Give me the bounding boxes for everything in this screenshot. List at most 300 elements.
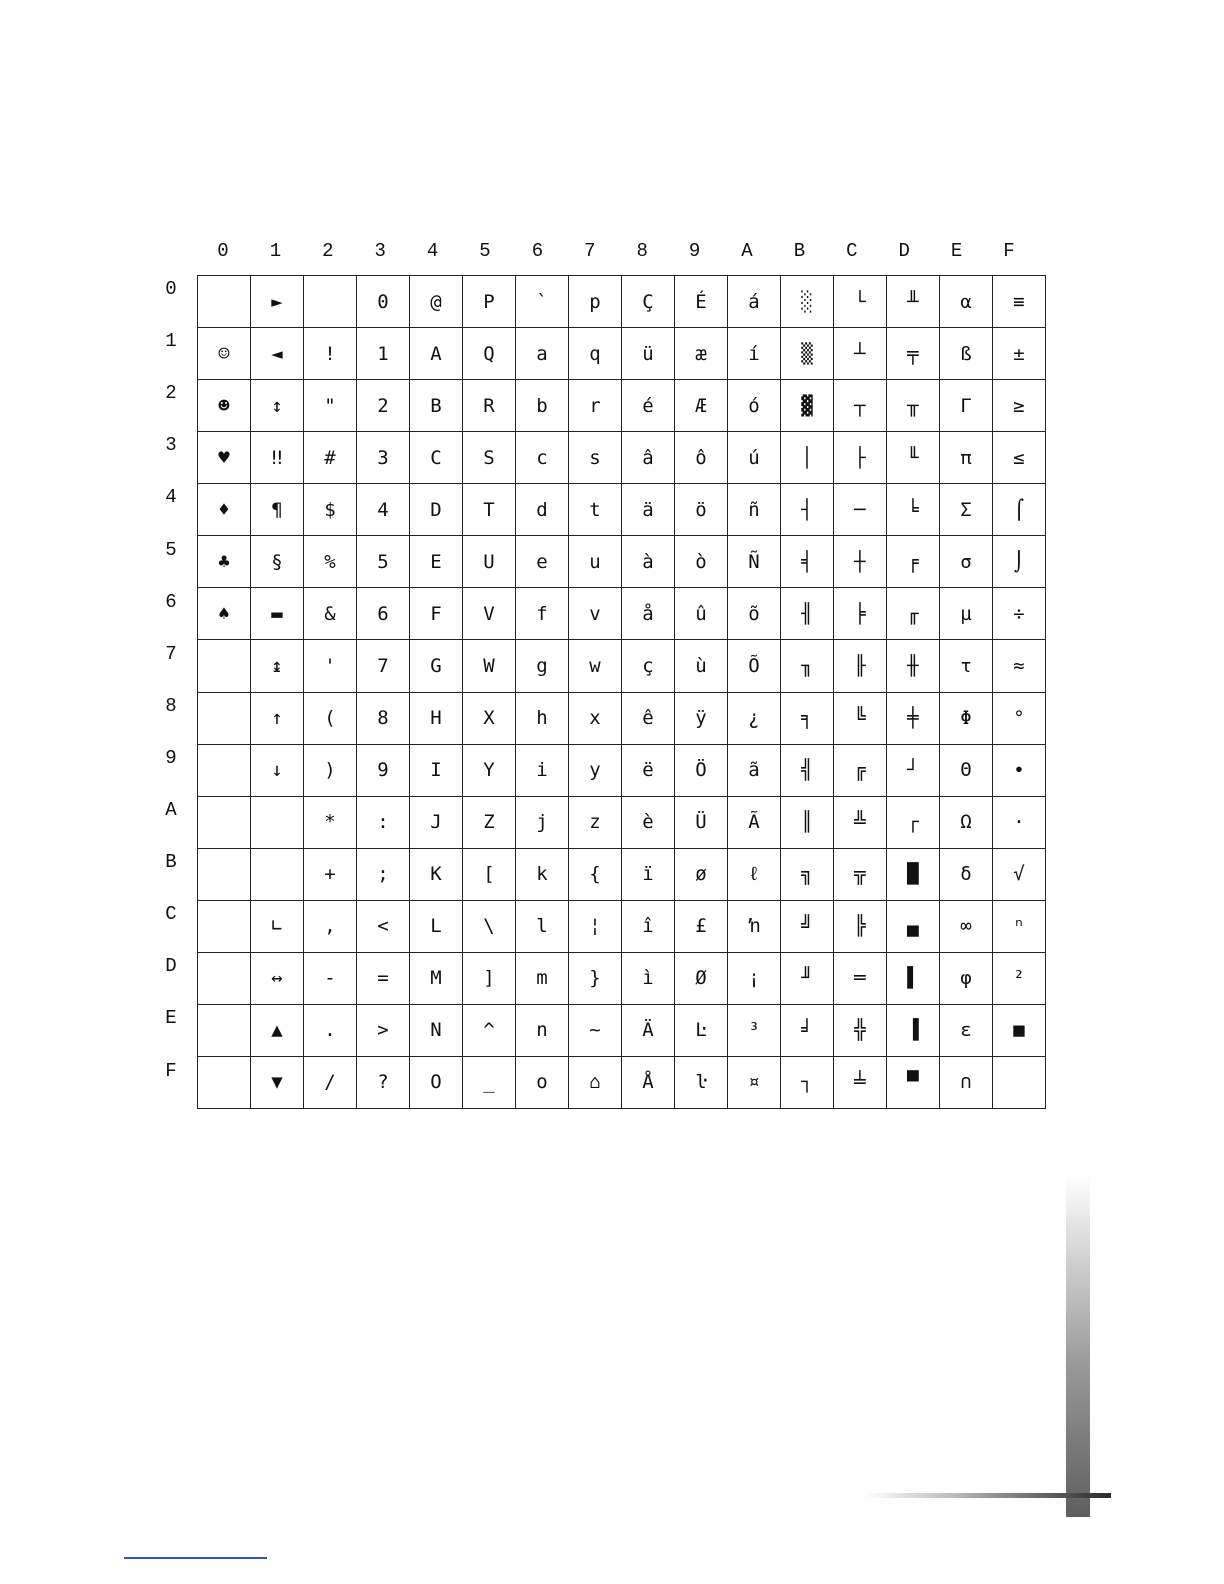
character-cell: └	[834, 276, 887, 328]
character-cell: ╓	[887, 588, 940, 640]
column-header: 1	[269, 240, 282, 262]
grid-row	[198, 588, 1046, 640]
character-cell: ╜	[781, 952, 834, 1004]
character-cell: ;	[357, 848, 410, 900]
character-cell: ╝	[781, 900, 834, 952]
character-cell: ■	[993, 1004, 1046, 1056]
character-cell: É	[675, 276, 728, 328]
character-cell: /	[304, 1056, 357, 1108]
character-cell: √	[993, 848, 1046, 900]
character-cell: ⌠	[993, 484, 1046, 536]
row-header: 6	[165, 590, 177, 613]
character-cell: ì	[622, 952, 675, 1004]
character-cell: ã	[728, 744, 781, 796]
grid-row	[198, 640, 1046, 692]
character-cell: ╗	[781, 848, 834, 900]
character-cell: ┌	[887, 796, 940, 848]
character-cell: .	[304, 1004, 357, 1056]
character-cell: ♣	[198, 536, 251, 588]
character-cell: l	[516, 900, 569, 952]
character-cell: ╧	[834, 1056, 887, 1108]
character-cell: :	[357, 796, 410, 848]
character-cell: ┐	[781, 1056, 834, 1108]
character-cell: ┴	[834, 328, 887, 380]
character-cell: i	[516, 744, 569, 796]
character-cell: w	[569, 640, 622, 692]
character-cell: T	[463, 484, 516, 536]
grid-row	[198, 692, 1046, 744]
column-header: 9	[688, 240, 701, 262]
character-cell: ▼	[251, 1056, 304, 1108]
character-cell	[198, 744, 251, 796]
character-cell: ß	[940, 328, 993, 380]
character-cell: Θ	[940, 744, 993, 796]
character-cell: õ	[728, 588, 781, 640]
character-cell: ┤	[781, 484, 834, 536]
character-cell: >	[357, 1004, 410, 1056]
character-cell: Ø	[675, 952, 728, 1004]
character-cell: ╘	[887, 484, 940, 536]
character-cell: ╞	[834, 588, 887, 640]
character-cell: A	[410, 328, 463, 380]
character-cell: ¡	[728, 952, 781, 1004]
column-header: C	[846, 240, 858, 262]
character-cell: ═	[834, 952, 887, 1004]
character-cell: ►	[251, 276, 304, 328]
grid-row	[198, 744, 1046, 796]
character-cell: ç	[622, 640, 675, 692]
column-header: 7	[584, 240, 596, 262]
character-cell	[993, 1056, 1046, 1108]
character-cell: ö	[675, 484, 728, 536]
character-cell: ~	[569, 1004, 622, 1056]
character-cell: s	[569, 432, 622, 484]
character-cell	[198, 900, 251, 952]
character-cell: ÷	[993, 588, 1046, 640]
character-cell: ‼	[251, 432, 304, 484]
character-cell: σ	[940, 536, 993, 588]
character-cell: ú	[728, 432, 781, 484]
character-cell: d	[516, 484, 569, 536]
character-cell: J	[410, 796, 463, 848]
character-cell: Ç	[622, 276, 675, 328]
character-cell: 2	[357, 380, 410, 432]
character-cell: +	[304, 848, 357, 900]
character-cell: @	[410, 276, 463, 328]
character-cell: ║	[781, 796, 834, 848]
character-cell: £	[675, 900, 728, 952]
character-cell: ⌂	[569, 1056, 622, 1108]
column-header: B	[793, 240, 806, 262]
character-cell: v	[569, 588, 622, 640]
character-cell: Ã	[728, 796, 781, 848]
character-cell: D	[410, 484, 463, 536]
row-header: A	[165, 799, 177, 822]
character-cell: ∙	[993, 744, 1046, 796]
character-cell: b	[516, 380, 569, 432]
grid-row	[198, 952, 1046, 1004]
character-cell: ╡	[781, 536, 834, 588]
character-cell: ╨	[887, 276, 940, 328]
character-cell: ◄	[251, 328, 304, 380]
character-cell: V	[463, 588, 516, 640]
character-cell: z	[569, 796, 622, 848]
character-cell: ŉ	[728, 900, 781, 952]
character-cell	[198, 848, 251, 900]
character-cell: ↓	[251, 744, 304, 796]
character-cell: ?	[357, 1056, 410, 1108]
character-cell: m	[516, 952, 569, 1004]
character-cell: Ω	[940, 796, 993, 848]
character-cell: ╙	[887, 432, 940, 484]
character-cell: C	[410, 432, 463, 484]
character-cell: ─	[834, 484, 887, 536]
character-cell: F	[410, 588, 463, 640]
character-cell: ╤	[887, 328, 940, 380]
character-cell: ░	[781, 276, 834, 328]
character-cell: 7	[357, 640, 410, 692]
row-header: F	[165, 1059, 177, 1082]
character-cell: ┬	[834, 380, 887, 432]
character-cell: Σ	[940, 484, 993, 536]
character-cell: ÿ	[675, 692, 728, 744]
character-cell: `	[516, 276, 569, 328]
character-cell: e	[516, 536, 569, 588]
column-header: 8	[636, 240, 648, 262]
row-header: 8	[165, 694, 177, 717]
grid-row	[198, 432, 1046, 484]
character-grid	[197, 275, 1046, 1109]
character-cell: ╚	[834, 692, 887, 744]
character-cell: ŀ	[675, 1056, 728, 1108]
column-header: F	[1003, 240, 1015, 262]
character-cell: ▐	[887, 1004, 940, 1056]
character-cell: á	[728, 276, 781, 328]
character-cell: t	[569, 484, 622, 536]
column-header: 0	[217, 240, 229, 262]
character-cell: Γ	[940, 380, 993, 432]
character-cell: φ	[940, 952, 993, 1004]
character-cell: °	[993, 692, 1046, 744]
row-header: E	[165, 1007, 177, 1030]
row-header: 4	[165, 486, 177, 509]
character-cell: π	[940, 432, 993, 484]
character-cell: í	[728, 328, 781, 380]
character-cell: ô	[675, 432, 728, 484]
character-cell: ☺	[198, 328, 251, 380]
character-cell: ³	[728, 1004, 781, 1056]
character-cell: k	[516, 848, 569, 900]
grid-row	[198, 380, 1046, 432]
character-cell: ▓	[781, 380, 834, 432]
character-cell: ↨	[251, 640, 304, 692]
character-cell: 8	[357, 692, 410, 744]
character-cell: ë	[622, 744, 675, 796]
character-cell: ╠	[834, 900, 887, 952]
character-cell: _	[463, 1056, 516, 1108]
character-cell: r	[569, 380, 622, 432]
character-cell: δ	[940, 848, 993, 900]
grid-row	[198, 848, 1046, 900]
character-cell: ▲	[251, 1004, 304, 1056]
character-cell: ∩	[940, 1056, 993, 1108]
column-header: A	[741, 240, 753, 262]
character-cell: Ñ	[728, 536, 781, 588]
character-cell	[198, 1004, 251, 1056]
column-header: 3	[374, 240, 386, 262]
character-cell: !	[304, 328, 357, 380]
character-cell: â	[622, 432, 675, 484]
character-cell: ä	[622, 484, 675, 536]
character-cell: │	[781, 432, 834, 484]
character-cell: H	[410, 692, 463, 744]
character-cell: p	[569, 276, 622, 328]
column-header: 4	[426, 240, 439, 262]
page-bottom-rule	[865, 1493, 1111, 1498]
character-cell	[198, 276, 251, 328]
character-cell: R	[463, 380, 516, 432]
character-cell: "	[304, 380, 357, 432]
character-cell: Ü	[675, 796, 728, 848]
character-cell: x	[569, 692, 622, 744]
row-header: 3	[165, 434, 177, 457]
character-cell: Õ	[728, 640, 781, 692]
character-cell: <	[357, 900, 410, 952]
character-cell: Ŀ	[675, 1004, 728, 1056]
character-cell: ╔	[834, 744, 887, 796]
row-header: D	[165, 955, 177, 978]
character-cell: Å	[622, 1056, 675, 1108]
column-header: 5	[479, 240, 491, 262]
character-cell: ╒	[887, 536, 940, 588]
character-cell: û	[675, 588, 728, 640]
character-cell: ┘	[887, 744, 940, 796]
character-cell: ø	[675, 848, 728, 900]
character-cell: E	[410, 536, 463, 588]
character-cell: ╛	[781, 1004, 834, 1056]
character-cell: y	[569, 744, 622, 796]
character-cell: 0	[357, 276, 410, 328]
character-cell: à	[622, 536, 675, 588]
character-cell: ⌡	[993, 536, 1046, 588]
character-cell: ¿	[728, 692, 781, 744]
character-cell: ù	[675, 640, 728, 692]
character-cell: I	[410, 744, 463, 796]
character-cell: 6	[357, 588, 410, 640]
character-cell	[198, 692, 251, 744]
character-cell: u	[569, 536, 622, 588]
character-cell: (	[304, 692, 357, 744]
row-header: C	[165, 903, 177, 926]
character-cell: &	[304, 588, 357, 640]
character-cell: ┼	[834, 536, 887, 588]
character-cell: M	[410, 952, 463, 1004]
character-cell: ·	[993, 796, 1046, 848]
character-cell: a	[516, 328, 569, 380]
character-cell: $	[304, 484, 357, 536]
character-cell: ↑	[251, 692, 304, 744]
character-cell: f	[516, 588, 569, 640]
character-cell: ╥	[887, 380, 940, 432]
character-cell: ¦	[569, 900, 622, 952]
character-cell: ï	[622, 848, 675, 900]
character-cell: ▒	[781, 328, 834, 380]
character-cell: X	[463, 692, 516, 744]
character-cell: '	[304, 640, 357, 692]
character-cell: ♠	[198, 588, 251, 640]
character-cell: K	[410, 848, 463, 900]
character-cell: Z	[463, 796, 516, 848]
row-header: 0	[165, 278, 177, 301]
character-cell: ]	[463, 952, 516, 1004]
character-cell: 9	[357, 744, 410, 796]
character-cell	[304, 276, 357, 328]
grid-row	[198, 328, 1046, 380]
character-cell: )	[304, 744, 357, 796]
character-cell: æ	[675, 328, 728, 380]
character-cell: }	[569, 952, 622, 1004]
character-cell: Φ	[940, 692, 993, 744]
character-cell: 5	[357, 536, 410, 588]
character-cell: µ	[940, 588, 993, 640]
character-cell: -	[304, 952, 357, 1004]
character-cell: o	[516, 1056, 569, 1108]
page-edge-tab	[1066, 1176, 1090, 1517]
character-cell: ±	[993, 328, 1046, 380]
character-cell	[198, 952, 251, 1004]
character-cell: N	[410, 1004, 463, 1056]
character-cell: j	[516, 796, 569, 848]
character-cell: O	[410, 1056, 463, 1108]
character-cell: c	[516, 432, 569, 484]
character-cell: g	[516, 640, 569, 692]
character-cell: ü	[622, 328, 675, 380]
character-cell: Q	[463, 328, 516, 380]
character-cell: ╫	[887, 640, 940, 692]
row-header: 1	[165, 330, 177, 353]
character-cell: ╬	[834, 1004, 887, 1056]
character-cell: ²	[993, 952, 1046, 1004]
character-cell: [	[463, 848, 516, 900]
character-cell: Ö	[675, 744, 728, 796]
character-cell: ↕	[251, 380, 304, 432]
character-cell: ,	[304, 900, 357, 952]
character-cell: G	[410, 640, 463, 692]
character-cell: è	[622, 796, 675, 848]
character-cell: L	[410, 900, 463, 952]
column-header: 6	[531, 240, 544, 262]
grid-row	[198, 900, 1046, 952]
character-cell: ∞	[940, 900, 993, 952]
character-cell: α	[940, 276, 993, 328]
character-cell: ▬	[251, 588, 304, 640]
character-cell: ╦	[834, 848, 887, 900]
row-header: B	[165, 851, 177, 874]
row-header: 5	[165, 538, 177, 561]
character-cell: W	[463, 640, 516, 692]
character-cell: ê	[622, 692, 675, 744]
character-cell: =	[357, 952, 410, 1004]
character-cell: ╪	[887, 692, 940, 744]
character-cell: ≈	[993, 640, 1046, 692]
character-cell	[198, 1056, 251, 1108]
character-cell: ╣	[781, 744, 834, 796]
footnote-rule	[124, 1557, 267, 1559]
character-cell	[198, 796, 251, 848]
character-cell: ó	[728, 380, 781, 432]
character-cell: ▌	[887, 952, 940, 1004]
character-cell: §	[251, 536, 304, 588]
character-cell: ╟	[834, 640, 887, 692]
character-cell: ¶	[251, 484, 304, 536]
column-header: 2	[322, 240, 334, 262]
character-cell: ⁿ	[993, 900, 1046, 952]
character-cell: #	[304, 432, 357, 484]
character-cell: τ	[940, 640, 993, 692]
character-cell: ℓ	[728, 848, 781, 900]
character-cell: ò	[675, 536, 728, 588]
character-cell: î	[622, 900, 675, 952]
character-cell: Æ	[675, 380, 728, 432]
row-header: 7	[165, 642, 177, 665]
character-cell	[198, 640, 251, 692]
character-cell: ╕	[781, 692, 834, 744]
grid-row	[198, 1004, 1046, 1056]
character-cell: \	[463, 900, 516, 952]
character-cell: S	[463, 432, 516, 484]
column-header: E	[950, 240, 963, 262]
grid-row	[198, 536, 1046, 588]
character-cell: P	[463, 276, 516, 328]
character-cell: {	[569, 848, 622, 900]
character-cell: ñ	[728, 484, 781, 536]
character-cell	[251, 848, 304, 900]
character-cell: n	[516, 1004, 569, 1056]
character-cell: q	[569, 328, 622, 380]
character-cell: ≤	[993, 432, 1046, 484]
character-cell: Ä	[622, 1004, 675, 1056]
row-header: 9	[165, 746, 177, 769]
character-cell: ε	[940, 1004, 993, 1056]
character-cell: █	[887, 848, 940, 900]
grid-row	[198, 484, 1046, 536]
character-cell: é	[622, 380, 675, 432]
character-cell: 4	[357, 484, 410, 536]
character-cell: *	[304, 796, 357, 848]
character-cell: ¤	[728, 1056, 781, 1108]
character-cell: ╩	[834, 796, 887, 848]
grid-row	[198, 796, 1046, 848]
character-cell: ▄	[887, 900, 940, 952]
character-cell: ♥	[198, 432, 251, 484]
grid-row	[198, 1056, 1046, 1108]
character-cell: ∟	[251, 900, 304, 952]
character-cell: %	[304, 536, 357, 588]
character-cell: U	[463, 536, 516, 588]
column-header: D	[898, 240, 910, 262]
character-cell: ☻	[198, 380, 251, 432]
character-cell: ├	[834, 432, 887, 484]
character-cell: ↔	[251, 952, 304, 1004]
character-cell: å	[622, 588, 675, 640]
character-cell: B	[410, 380, 463, 432]
character-cell: 1	[357, 328, 410, 380]
character-cell: 3	[357, 432, 410, 484]
character-cell: ≡	[993, 276, 1046, 328]
character-cell	[251, 796, 304, 848]
character-cell: ♦	[198, 484, 251, 536]
character-cell: ≥	[993, 380, 1046, 432]
